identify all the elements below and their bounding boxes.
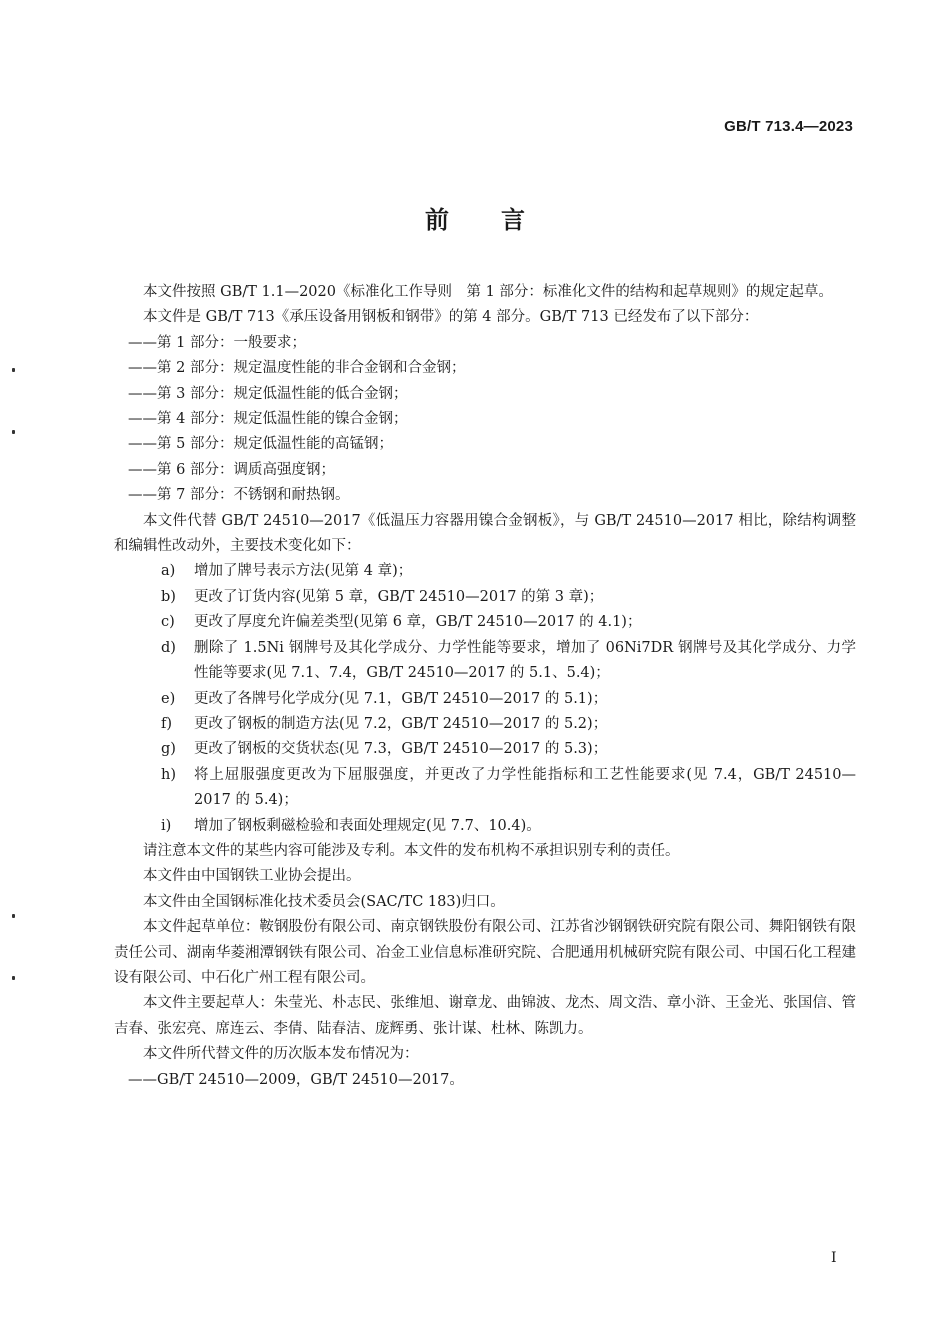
change-text: 将上屈服强度更改为下屈服强度，并更改了力学性能指标和工艺性能要求(见 7.4，GB/T 24510—2017 的 5.4)； xyxy=(194,766,856,809)
change-text: 增加了钢板剩磁检验和表面处理规定(见 7.7、10.4)。 xyxy=(194,817,541,834)
part-item: ——第 3 部分：规定低温性能的低合金钢； xyxy=(128,385,408,402)
change-label: g) xyxy=(161,741,176,758)
part-item: ——第 6 部分：调质高强度钢； xyxy=(128,461,335,478)
change-item xyxy=(114,585,856,610)
margin-mark xyxy=(12,430,15,434)
change-text: 更改了钢板的交货状态(见 7.3，GB/T 24510—2017 的 5.3)； xyxy=(194,741,608,758)
drafting-units-paragraph: 本文件起草单位：鞍钢股份有限公司、南京钢铁股份有限公司、江苏省沙钢钢铁研究院有限公司、舞阳钢铁有限责任公司、湖南华菱湘潭钢铁有限公司、冶金工业信息标准研究院、合肥通用机械研究院有限公司、中国石化工程建设有限公司、中石化广州工程有限公司。 xyxy=(114,919,856,986)
change-label: f) xyxy=(161,715,173,732)
change-item xyxy=(114,636,856,687)
margin-mark xyxy=(12,976,15,980)
change-text: 更改了各牌号化学成分(见 7.1，GB/T 24510—2017 的 5.1)； xyxy=(194,690,608,707)
change-item xyxy=(114,763,856,814)
change-item xyxy=(114,610,856,635)
part-item: ——第 1 部分：一般要求； xyxy=(128,334,306,351)
change-label: h) xyxy=(161,766,176,783)
history-heading: 本文件所代替文件的历次版本发布情况为： xyxy=(143,1046,419,1063)
change-text: 增加了牌号表示方法(见第 4 章)； xyxy=(194,563,413,580)
committee-paragraph: 本文件由全国钢标准化技术委员会(SAC/TC 183)归口。 xyxy=(143,893,505,910)
change-label: b) xyxy=(161,588,176,605)
margin-mark xyxy=(12,368,15,372)
change-item xyxy=(114,712,856,737)
part-item: ——第 5 部分：规定低温性能的高锰钢； xyxy=(128,436,393,453)
part-item: ——第 2 部分：规定温度性能的非合金钢和合金钢； xyxy=(128,360,466,377)
margin-mark xyxy=(12,914,15,918)
page-title: 前言 xyxy=(425,206,577,234)
change-text: 更改了钢板的制造方法(见 7.2，GB/T 24510—2017 的 5.2)； xyxy=(194,715,608,732)
change-item xyxy=(114,737,856,762)
change-item xyxy=(114,559,856,584)
change-text: 更改了厚度允许偏差类型(见第 6 章，GB/T 24510—2017 的 4.1)； xyxy=(194,614,642,631)
change-label: i) xyxy=(161,817,172,834)
replace-paragraph: 本文件代替 GB/T 24510—2017《低温压力容器用镍合金钢板》，与 GB/T 24510—2017 相比，除结构调整和编辑性改动外，主要技术变化如下： xyxy=(114,512,856,555)
change-text: 更改了订货内容(见第 5 章，GB/T 24510—2017 的第 3 章)； xyxy=(194,588,604,605)
preface-body xyxy=(114,280,856,1093)
change-text: 删除了 1.5Ni 钢牌号及其化学成分、力学性能等要求，增加了 06Ni7DR 钢牌号及其化学成分、力学性能等要求(见 7.1、7.4，GB/T 24510—2017 的 5.1、5.4)； xyxy=(194,639,856,682)
proposer-paragraph: 本文件由中国钢铁工业协会提出。 xyxy=(143,868,361,885)
change-label: e) xyxy=(161,690,176,707)
intro-paragraph: 本文件按照 GB/T 1.1—2020《标准化工作导则 第 1 部分：标准化文件的结构和起草规则》的规定起草。 xyxy=(143,284,833,300)
change-item xyxy=(114,687,856,712)
patent-notice: 请注意本文件的某些内容可能涉及专利。本文件的发布机构不承担识别专利的责任。 xyxy=(143,842,680,859)
change-label: c) xyxy=(161,614,175,631)
change-label: a) xyxy=(161,563,176,580)
standard-code: GB/T 713.4—2023 xyxy=(724,118,853,135)
intro-paragraph: 本文件是 GB/T 713《承压设备用钢板和钢带》的第 4 部分。GB/T 713 已经发布了以下部分： xyxy=(143,309,759,326)
part-item: ——第 7 部分：不锈钢和耐热钢。 xyxy=(128,487,350,504)
page-number: I xyxy=(831,1250,837,1266)
drafters-paragraph: 本文件主要起草人：朱莹光、朴志民、张维旭、谢章龙、曲锦波、龙杰、周文浩、章小浒、王金光、张国信、管吉春、张宏亮、席连云、李倩、陆春洁、庞辉勇、张计谋、杜林、陈凯力。 xyxy=(114,995,856,1037)
change-item xyxy=(114,814,856,839)
history-item: ——GB/T 24510—2009，GB/T 24510—2017。 xyxy=(128,1071,464,1088)
part-item: ——第 4 部分：规定低温性能的镍合金钢； xyxy=(128,411,408,428)
change-label: d) xyxy=(161,639,176,656)
